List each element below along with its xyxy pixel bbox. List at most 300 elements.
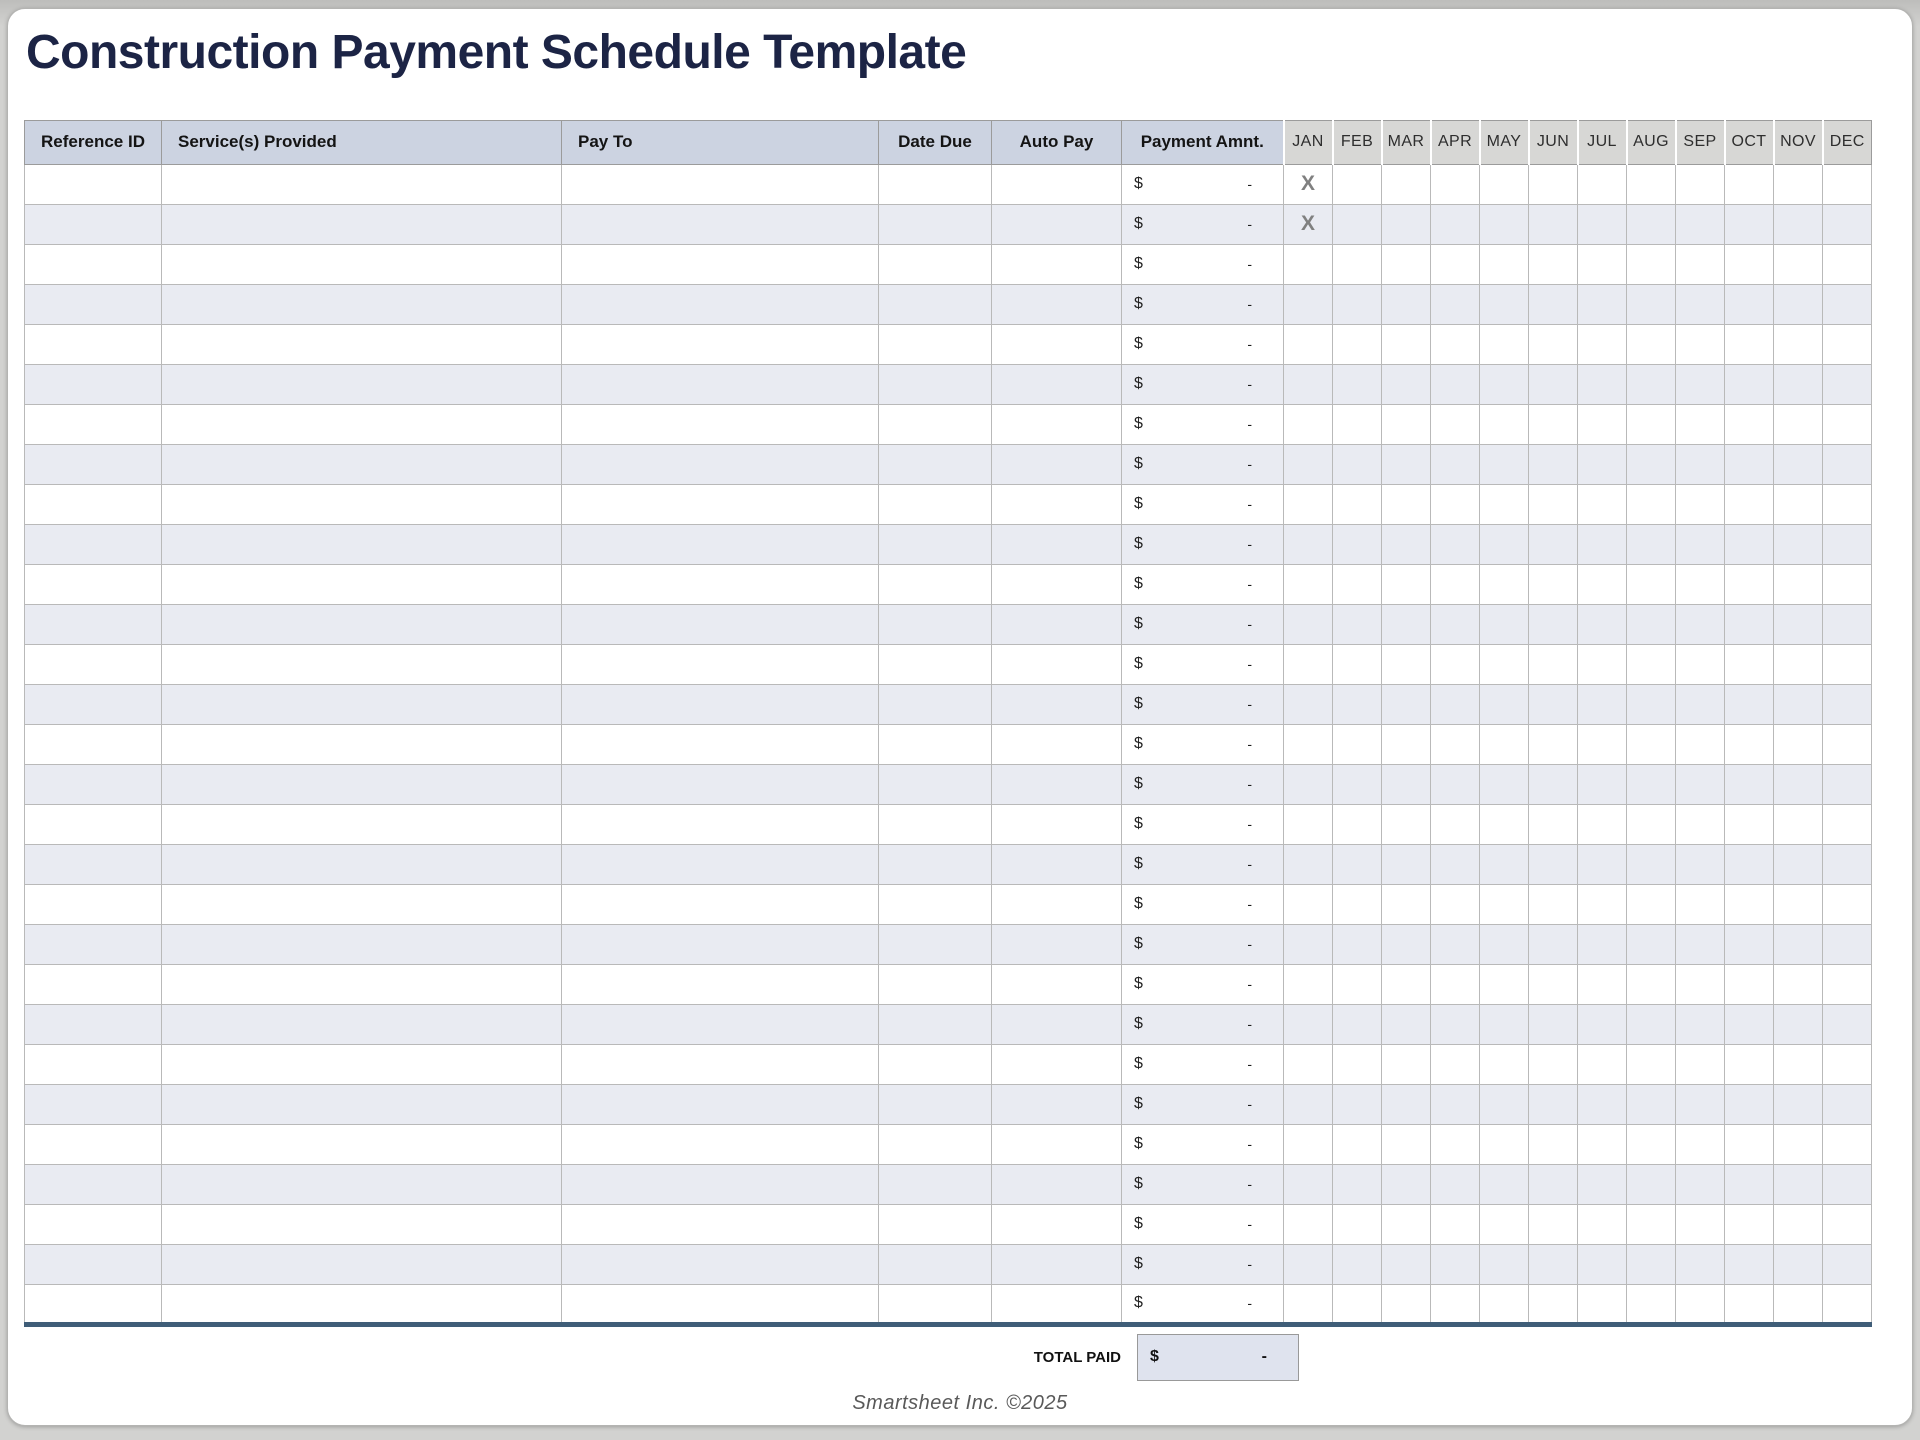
month-cell-sep[interactable] (1676, 724, 1725, 764)
month-cell-aug[interactable] (1627, 1284, 1676, 1324)
month-cell-aug[interactable] (1627, 684, 1676, 724)
date-due-cell[interactable] (879, 524, 992, 564)
month-cell-oct[interactable] (1725, 1124, 1774, 1164)
pay-to-cell[interactable] (562, 964, 879, 1004)
month-cell-jun[interactable] (1529, 684, 1578, 724)
month-cell-jul[interactable] (1578, 1044, 1627, 1084)
month-cell-jul[interactable] (1578, 1204, 1627, 1244)
month-cell-jun[interactable] (1529, 844, 1578, 884)
month-cell-sep[interactable] (1676, 684, 1725, 724)
month-cell-apr[interactable] (1431, 1084, 1480, 1124)
month-cell-sep[interactable] (1676, 204, 1725, 244)
month-cell-aug[interactable] (1627, 844, 1676, 884)
reference-id-cell[interactable] (25, 404, 162, 444)
reference-id-cell[interactable] (25, 244, 162, 284)
pay-to-cell[interactable] (562, 1004, 879, 1044)
reference-id-cell[interactable] (25, 724, 162, 764)
month-cell-may[interactable] (1480, 324, 1529, 364)
month-cell-jan[interactable] (1284, 1244, 1333, 1284)
month-cell-may[interactable] (1480, 484, 1529, 524)
month-cell-aug[interactable] (1627, 404, 1676, 444)
month-cell-dec[interactable] (1823, 324, 1872, 364)
month-cell-oct[interactable] (1725, 284, 1774, 324)
month-cell-mar[interactable] (1382, 644, 1431, 684)
month-cell-aug[interactable] (1627, 524, 1676, 564)
month-cell-feb[interactable] (1333, 244, 1382, 284)
month-cell-mar[interactable] (1382, 964, 1431, 1004)
payment-amount-cell[interactable] (1122, 244, 1284, 284)
month-cell-nov[interactable] (1774, 1204, 1823, 1244)
month-cell-sep[interactable] (1676, 564, 1725, 604)
pay-to-cell[interactable] (562, 324, 879, 364)
month-cell-apr[interactable] (1431, 444, 1480, 484)
month-cell-aug[interactable] (1627, 964, 1676, 1004)
date-due-cell[interactable] (879, 804, 992, 844)
month-cell-feb[interactable] (1333, 924, 1382, 964)
date-due-cell[interactable] (879, 244, 992, 284)
auto-pay-cell[interactable] (992, 1004, 1122, 1044)
pay-to-cell[interactable] (562, 244, 879, 284)
month-cell-apr[interactable] (1431, 964, 1480, 1004)
month-cell-apr[interactable] (1431, 604, 1480, 644)
month-cell-feb[interactable] (1333, 844, 1382, 884)
pay-to-cell[interactable] (562, 1284, 879, 1324)
services-cell[interactable] (162, 1204, 562, 1244)
month-cell-oct[interactable] (1725, 1244, 1774, 1284)
auto-pay-cell[interactable] (992, 1084, 1122, 1124)
month-cell-nov[interactable] (1774, 484, 1823, 524)
month-cell-feb[interactable] (1333, 964, 1382, 1004)
date-due-cell[interactable] (879, 324, 992, 364)
month-cell-feb[interactable] (1333, 164, 1382, 204)
month-cell-apr[interactable] (1431, 1204, 1480, 1244)
reference-id-cell[interactable] (25, 844, 162, 884)
month-cell-mar[interactable] (1382, 404, 1431, 444)
services-cell[interactable] (162, 164, 562, 204)
month-cell-aug[interactable] (1627, 924, 1676, 964)
month-cell-jun[interactable] (1529, 724, 1578, 764)
reference-id-cell[interactable] (25, 1284, 162, 1324)
month-cell-may[interactable] (1480, 1244, 1529, 1284)
month-cell-aug[interactable] (1627, 484, 1676, 524)
month-cell-jul[interactable] (1578, 724, 1627, 764)
services-cell[interactable] (162, 1124, 562, 1164)
month-cell-may[interactable] (1480, 1084, 1529, 1124)
month-cell-may[interactable] (1480, 1164, 1529, 1204)
month-cell-may[interactable] (1480, 244, 1529, 284)
auto-pay-cell[interactable] (992, 1204, 1122, 1244)
reference-id-cell[interactable] (25, 804, 162, 844)
month-cell-jun[interactable] (1529, 444, 1578, 484)
month-cell-jul[interactable] (1578, 1164, 1627, 1204)
month-cell-apr[interactable] (1431, 204, 1480, 244)
payment-amount-cell[interactable] (1122, 1204, 1284, 1244)
month-cell-jun[interactable] (1529, 884, 1578, 924)
date-due-cell[interactable] (879, 1284, 992, 1324)
reference-id-cell[interactable] (25, 1204, 162, 1244)
month-cell-may[interactable] (1480, 1044, 1529, 1084)
auto-pay-cell[interactable] (992, 1044, 1122, 1084)
month-cell-dec[interactable] (1823, 164, 1872, 204)
month-cell-sep[interactable] (1676, 924, 1725, 964)
month-cell-dec[interactable] (1823, 1044, 1872, 1084)
payment-amount-cell[interactable] (1122, 364, 1284, 404)
month-cell-jul[interactable] (1578, 1124, 1627, 1164)
month-cell-jun[interactable] (1529, 1244, 1578, 1284)
month-cell-jun[interactable] (1529, 524, 1578, 564)
month-cell-sep[interactable] (1676, 884, 1725, 924)
month-cell-dec[interactable] (1823, 364, 1872, 404)
month-cell-mar[interactable] (1382, 884, 1431, 924)
month-cell-oct[interactable] (1725, 924, 1774, 964)
month-cell-aug[interactable] (1627, 1044, 1676, 1084)
month-cell-dec[interactable] (1823, 684, 1872, 724)
month-cell-dec[interactable] (1823, 1284, 1872, 1324)
date-due-cell[interactable] (879, 1004, 992, 1044)
month-cell-mar[interactable] (1382, 564, 1431, 604)
pay-to-cell[interactable] (562, 484, 879, 524)
month-cell-jan[interactable] (1284, 284, 1333, 324)
reference-id-cell[interactable] (25, 1164, 162, 1204)
services-cell[interactable] (162, 564, 562, 604)
month-cell-sep[interactable] (1676, 284, 1725, 324)
payment-amount-cell[interactable] (1122, 284, 1284, 324)
auto-pay-cell[interactable] (992, 964, 1122, 1004)
month-cell-may[interactable] (1480, 724, 1529, 764)
month-cell-jan[interactable] (1284, 804, 1333, 844)
date-due-cell[interactable] (879, 884, 992, 924)
month-cell-jun[interactable] (1529, 284, 1578, 324)
month-cell-jun[interactable] (1529, 604, 1578, 644)
month-cell-nov[interactable] (1774, 164, 1823, 204)
month-cell-apr[interactable] (1431, 924, 1480, 964)
month-cell-dec[interactable] (1823, 484, 1872, 524)
month-cell-dec[interactable] (1823, 1164, 1872, 1204)
month-cell-may[interactable] (1480, 284, 1529, 324)
auto-pay-cell[interactable] (992, 444, 1122, 484)
month-cell-jan[interactable] (1284, 724, 1333, 764)
month-cell-may[interactable] (1480, 1004, 1529, 1044)
month-cell-may[interactable] (1480, 764, 1529, 804)
month-cell-feb[interactable] (1333, 1044, 1382, 1084)
date-due-cell[interactable] (879, 604, 992, 644)
month-cell-nov[interactable] (1774, 1244, 1823, 1284)
month-cell-nov[interactable] (1774, 964, 1823, 1004)
month-cell-apr[interactable] (1431, 244, 1480, 284)
month-cell-jan[interactable] (1284, 764, 1333, 804)
month-cell-jul[interactable] (1578, 684, 1627, 724)
month-cell-dec[interactable] (1823, 1204, 1872, 1244)
month-cell-sep[interactable] (1676, 1124, 1725, 1164)
month-cell-mar[interactable] (1382, 364, 1431, 404)
month-cell-oct[interactable] (1725, 724, 1774, 764)
month-cell-nov[interactable] (1774, 204, 1823, 244)
month-cell-jan[interactable] (1284, 404, 1333, 444)
month-cell-apr[interactable] (1431, 1004, 1480, 1044)
month-cell-nov[interactable] (1774, 804, 1823, 844)
month-cell-oct[interactable] (1725, 964, 1774, 1004)
month-cell-jul[interactable] (1578, 284, 1627, 324)
payment-amount-cell[interactable] (1122, 724, 1284, 764)
date-due-cell[interactable] (879, 164, 992, 204)
reference-id-cell[interactable] (25, 324, 162, 364)
month-cell-jun[interactable] (1529, 924, 1578, 964)
services-cell[interactable] (162, 1004, 562, 1044)
month-cell-feb[interactable] (1333, 1244, 1382, 1284)
auto-pay-cell[interactable] (992, 844, 1122, 884)
date-due-cell[interactable] (879, 964, 992, 1004)
auto-pay-cell[interactable] (992, 804, 1122, 844)
month-cell-feb[interactable] (1333, 1284, 1382, 1324)
month-cell-mar[interactable] (1382, 844, 1431, 884)
month-cell-jan[interactable] (1284, 644, 1333, 684)
reference-id-cell[interactable] (25, 1044, 162, 1084)
month-cell-feb[interactable] (1333, 1204, 1382, 1244)
month-cell-dec[interactable] (1823, 924, 1872, 964)
month-cell-jun[interactable] (1529, 244, 1578, 284)
month-cell-sep[interactable] (1676, 1244, 1725, 1284)
month-cell-oct[interactable] (1725, 804, 1774, 844)
month-cell-mar[interactable] (1382, 164, 1431, 204)
month-cell-jan[interactable] (1284, 204, 1333, 244)
pay-to-cell[interactable] (562, 1244, 879, 1284)
services-cell[interactable] (162, 884, 562, 924)
month-cell-apr[interactable] (1431, 164, 1480, 204)
reference-id-cell[interactable] (25, 764, 162, 804)
month-cell-dec[interactable] (1823, 884, 1872, 924)
month-cell-nov[interactable] (1774, 724, 1823, 764)
month-cell-feb[interactable] (1333, 724, 1382, 764)
month-cell-aug[interactable] (1627, 164, 1676, 204)
pay-to-cell[interactable] (562, 924, 879, 964)
month-cell-mar[interactable] (1382, 284, 1431, 324)
date-due-cell[interactable] (879, 444, 992, 484)
month-cell-jan[interactable] (1284, 884, 1333, 924)
month-cell-sep[interactable] (1676, 644, 1725, 684)
month-cell-aug[interactable] (1627, 884, 1676, 924)
month-cell-aug[interactable] (1627, 724, 1676, 764)
auto-pay-cell[interactable] (992, 924, 1122, 964)
month-cell-feb[interactable] (1333, 1084, 1382, 1124)
date-due-cell[interactable] (879, 684, 992, 724)
month-cell-feb[interactable] (1333, 604, 1382, 644)
month-cell-may[interactable] (1480, 844, 1529, 884)
pay-to-cell[interactable] (562, 844, 879, 884)
month-cell-oct[interactable] (1725, 564, 1774, 604)
month-cell-dec[interactable] (1823, 1004, 1872, 1044)
month-cell-feb[interactable] (1333, 1004, 1382, 1044)
month-cell-may[interactable] (1480, 924, 1529, 964)
month-cell-apr[interactable] (1431, 844, 1480, 884)
date-due-cell[interactable] (879, 284, 992, 324)
auto-pay-cell[interactable] (992, 484, 1122, 524)
month-cell-jul[interactable] (1578, 404, 1627, 444)
month-cell-oct[interactable] (1725, 844, 1774, 884)
reference-id-cell[interactable] (25, 1124, 162, 1164)
month-cell-sep[interactable] (1676, 844, 1725, 884)
month-cell-nov[interactable] (1774, 1124, 1823, 1164)
month-cell-jun[interactable] (1529, 364, 1578, 404)
services-cell[interactable] (162, 284, 562, 324)
month-cell-jan[interactable] (1284, 684, 1333, 724)
month-cell-feb[interactable] (1333, 444, 1382, 484)
month-cell-oct[interactable] (1725, 444, 1774, 484)
services-cell[interactable] (162, 924, 562, 964)
payment-amount-cell[interactable] (1122, 764, 1284, 804)
month-cell-sep[interactable] (1676, 524, 1725, 564)
month-cell-jul[interactable] (1578, 164, 1627, 204)
payment-amount-cell[interactable] (1122, 204, 1284, 244)
month-cell-mar[interactable] (1382, 604, 1431, 644)
month-cell-oct[interactable] (1725, 484, 1774, 524)
month-cell-apr[interactable] (1431, 564, 1480, 604)
pay-to-cell[interactable] (562, 884, 879, 924)
month-cell-jun[interactable] (1529, 804, 1578, 844)
pay-to-cell[interactable] (562, 644, 879, 684)
month-cell-oct[interactable] (1725, 604, 1774, 644)
month-cell-may[interactable] (1480, 1284, 1529, 1324)
month-cell-may[interactable] (1480, 1204, 1529, 1244)
month-cell-aug[interactable] (1627, 284, 1676, 324)
month-cell-dec[interactable] (1823, 1244, 1872, 1284)
auto-pay-cell[interactable] (992, 764, 1122, 804)
date-due-cell[interactable] (879, 924, 992, 964)
month-cell-feb[interactable] (1333, 204, 1382, 244)
month-cell-nov[interactable] (1774, 1284, 1823, 1324)
month-cell-jul[interactable] (1578, 524, 1627, 564)
reference-id-cell[interactable] (25, 204, 162, 244)
month-cell-dec[interactable] (1823, 644, 1872, 684)
date-due-cell[interactable] (879, 204, 992, 244)
month-cell-nov[interactable] (1774, 1004, 1823, 1044)
reference-id-cell[interactable] (25, 1244, 162, 1284)
month-cell-nov[interactable] (1774, 284, 1823, 324)
payment-amount-cell[interactable] (1122, 804, 1284, 844)
services-cell[interactable] (162, 964, 562, 1004)
month-cell-dec[interactable] (1823, 1084, 1872, 1124)
month-cell-sep[interactable] (1676, 604, 1725, 644)
reference-id-cell[interactable] (25, 484, 162, 524)
month-cell-may[interactable] (1480, 884, 1529, 924)
month-cell-mar[interactable] (1382, 1244, 1431, 1284)
month-cell-nov[interactable] (1774, 604, 1823, 644)
month-cell-jun[interactable] (1529, 1164, 1578, 1204)
pay-to-cell[interactable] (562, 284, 879, 324)
month-cell-jul[interactable] (1578, 484, 1627, 524)
month-cell-mar[interactable] (1382, 764, 1431, 804)
reference-id-cell[interactable] (25, 924, 162, 964)
month-cell-may[interactable] (1480, 644, 1529, 684)
month-cell-may[interactable] (1480, 364, 1529, 404)
month-cell-may[interactable] (1480, 684, 1529, 724)
month-cell-dec[interactable] (1823, 244, 1872, 284)
month-cell-mar[interactable] (1382, 1164, 1431, 1204)
month-cell-apr[interactable] (1431, 364, 1480, 404)
month-cell-mar[interactable] (1382, 1004, 1431, 1044)
month-cell-jul[interactable] (1578, 924, 1627, 964)
month-cell-nov[interactable] (1774, 1164, 1823, 1204)
auto-pay-cell[interactable] (992, 524, 1122, 564)
auto-pay-cell[interactable] (992, 204, 1122, 244)
services-cell[interactable] (162, 1044, 562, 1084)
reference-id-cell[interactable] (25, 364, 162, 404)
month-cell-jul[interactable] (1578, 244, 1627, 284)
month-cell-jul[interactable] (1578, 364, 1627, 404)
payment-amount-cell[interactable] (1122, 1244, 1284, 1284)
auto-pay-cell[interactable] (992, 644, 1122, 684)
month-cell-jun[interactable] (1529, 964, 1578, 1004)
auto-pay-cell[interactable] (992, 684, 1122, 724)
month-cell-jan[interactable] (1284, 844, 1333, 884)
pay-to-cell[interactable] (562, 604, 879, 644)
month-cell-sep[interactable] (1676, 324, 1725, 364)
auto-pay-cell[interactable] (992, 284, 1122, 324)
date-due-cell[interactable] (879, 1084, 992, 1124)
services-cell[interactable] (162, 1284, 562, 1324)
month-cell-feb[interactable] (1333, 284, 1382, 324)
month-cell-may[interactable] (1480, 804, 1529, 844)
month-cell-aug[interactable] (1627, 204, 1676, 244)
month-cell-feb[interactable] (1333, 484, 1382, 524)
month-cell-jun[interactable] (1529, 764, 1578, 804)
month-cell-jul[interactable] (1578, 764, 1627, 804)
reference-id-cell[interactable] (25, 1004, 162, 1044)
payment-amount-cell[interactable] (1122, 884, 1284, 924)
month-cell-aug[interactable] (1627, 564, 1676, 604)
month-cell-apr[interactable] (1431, 884, 1480, 924)
month-cell-nov[interactable] (1774, 404, 1823, 444)
payment-amount-cell[interactable] (1122, 1084, 1284, 1124)
date-due-cell[interactable] (879, 364, 992, 404)
month-cell-sep[interactable] (1676, 964, 1725, 1004)
month-cell-sep[interactable] (1676, 804, 1725, 844)
auto-pay-cell[interactable] (992, 604, 1122, 644)
date-due-cell[interactable] (879, 724, 992, 764)
month-cell-mar[interactable] (1382, 1284, 1431, 1324)
month-cell-mar[interactable] (1382, 524, 1431, 564)
month-cell-jun[interactable] (1529, 1084, 1578, 1124)
services-cell[interactable] (162, 764, 562, 804)
month-cell-aug[interactable] (1627, 324, 1676, 364)
reference-id-cell[interactable] (25, 884, 162, 924)
month-cell-mar[interactable] (1382, 1084, 1431, 1124)
month-cell-feb[interactable] (1333, 1124, 1382, 1164)
month-cell-sep[interactable] (1676, 164, 1725, 204)
pay-to-cell[interactable] (562, 444, 879, 484)
services-cell[interactable] (162, 324, 562, 364)
payment-amount-cell[interactable] (1122, 964, 1284, 1004)
month-cell-aug[interactable] (1627, 244, 1676, 284)
month-cell-jan[interactable] (1284, 1044, 1333, 1084)
month-cell-mar[interactable] (1382, 1044, 1431, 1084)
month-cell-dec[interactable] (1823, 284, 1872, 324)
month-cell-apr[interactable] (1431, 324, 1480, 364)
services-cell[interactable] (162, 444, 562, 484)
month-cell-jul[interactable] (1578, 804, 1627, 844)
payment-amount-cell[interactable] (1122, 684, 1284, 724)
payment-amount-cell[interactable] (1122, 564, 1284, 604)
month-cell-apr[interactable] (1431, 404, 1480, 444)
month-cell-jan[interactable] (1284, 964, 1333, 1004)
month-cell-jan[interactable] (1284, 1004, 1333, 1044)
month-cell-mar[interactable] (1382, 444, 1431, 484)
reference-id-cell[interactable] (25, 604, 162, 644)
month-cell-may[interactable] (1480, 444, 1529, 484)
payment-amount-cell[interactable] (1122, 844, 1284, 884)
month-cell-sep[interactable] (1676, 764, 1725, 804)
month-cell-may[interactable] (1480, 524, 1529, 564)
month-cell-feb[interactable] (1333, 1164, 1382, 1204)
